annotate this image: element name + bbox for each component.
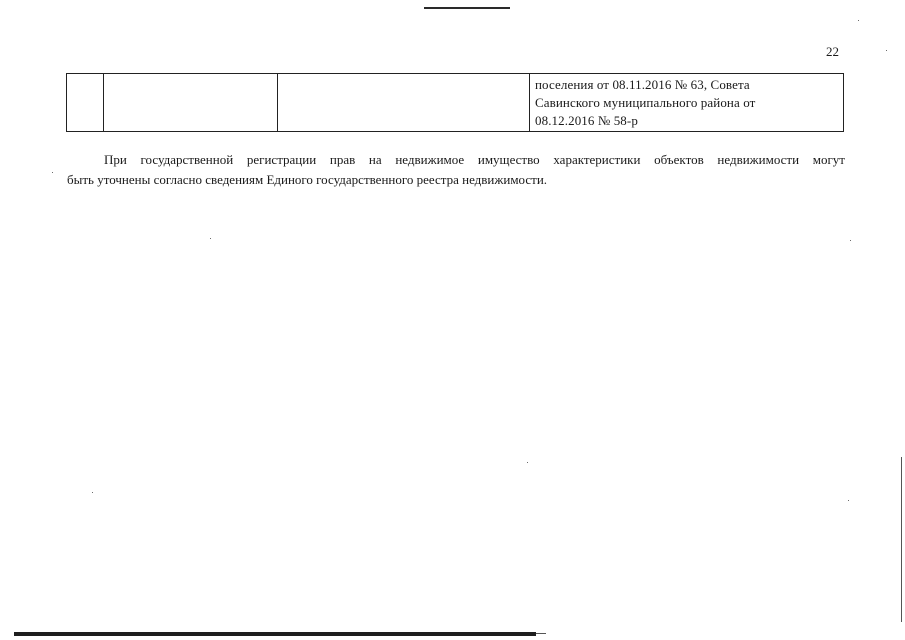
table-cell-line: Савинского муниципального района от (535, 95, 756, 110)
scan-speck (858, 20, 859, 21)
scan-speck (92, 492, 93, 493)
scan-speck (886, 50, 887, 51)
table-cell-characteristics (278, 74, 530, 132)
scan-edge-right (901, 457, 902, 622)
table-cell-line: поселения от 08.11.2016 № 63, Совета (535, 77, 750, 92)
scan-speck (210, 238, 211, 239)
page-number: 22 (826, 44, 839, 59)
table-cell-name (104, 74, 278, 132)
header-rule (424, 7, 510, 9)
note-line: При государственной регистрации прав на недвижимое имущество характеристики объектов недвижимости могут (104, 152, 845, 167)
continuation-table (66, 73, 844, 132)
table-row (67, 74, 844, 132)
scan-speck (527, 462, 528, 463)
scan-edge-bottom-tail (536, 633, 546, 634)
table-cell-line: 08.12.2016 № 58-р (535, 113, 638, 128)
scan-edge-bottom (14, 632, 536, 636)
registration-note (67, 150, 845, 190)
scan-speck (848, 500, 849, 501)
table-cell-number (67, 74, 104, 132)
note-line: быть уточнены согласно сведениям Единого государственного реестра недвижимости. (67, 172, 548, 187)
scan-speck (52, 172, 53, 173)
table-cell-basis (530, 74, 844, 132)
scan-speck (850, 240, 851, 241)
